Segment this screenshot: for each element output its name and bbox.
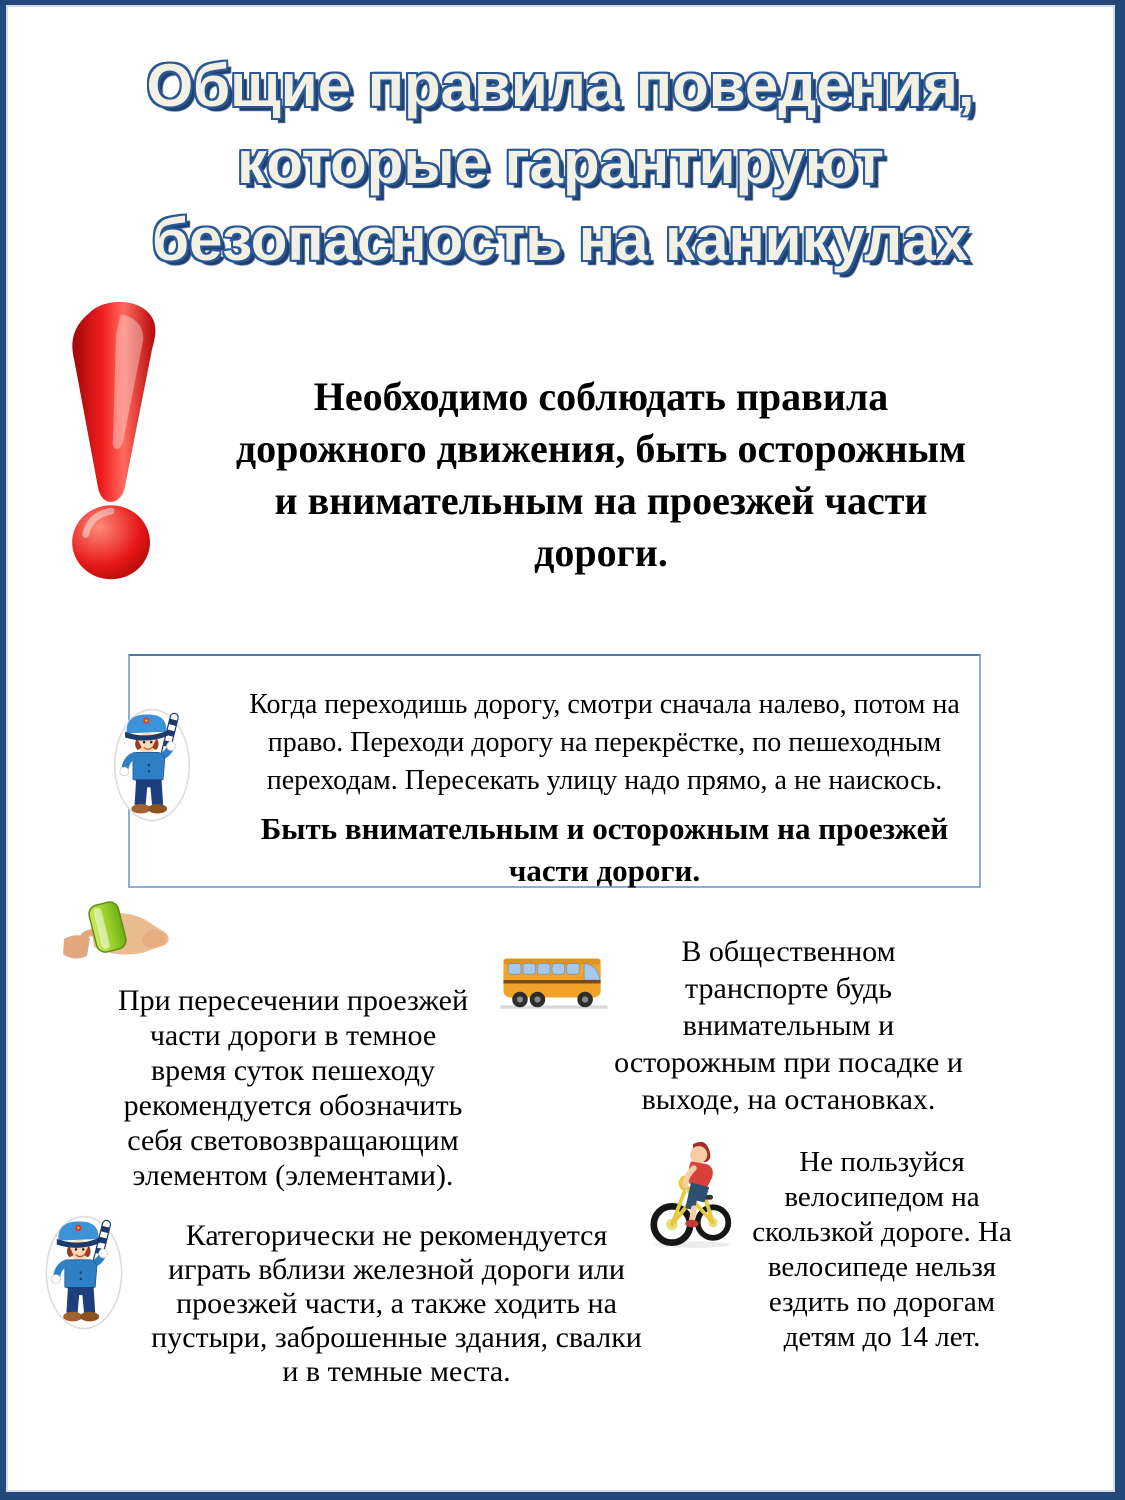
traffic-policeman-icon [112,708,192,823]
cyclist-icon [649,1133,735,1251]
bicycle-rules-text: Не пользуйся велосипедом на скользкой дороге. На велосипеде нельзя ездить по дорогам детям до 14 лет. [752,1146,1012,1353]
exclamation-icon [58,297,170,589]
crossing-rules-bold-text: Быть внимательным и осторожным на проезжей части дороги. [260,811,949,888]
restricted-places-text: Категорически не рекомендуется играть вблизи железной дороги или проезжей части, а также ходить на пустыри, заброшенные здания, свалки и в темные места. [151,1219,642,1388]
crossing-rules-text: Когда переходишь дорогу, смотри сначала налево, потом на право. Переходи дорогу на перекрёстке, по пешеходным переходам. Пересекать улицу надо прямо, а не наискось. [249,689,960,796]
alert-text: Необходимо соблюдать правила дорожного движения, быть осторожным и внимательным на проезжей части дороги. [235,374,967,575]
reflective-element-text: При пересечении проезжей части дороги в темное время суток пешеходу рекомендуется обозначить себя световозвращающим элементом (элементами). [117,984,469,1192]
traffic-policeman-icon [44,1213,124,1333]
crossing-rules-box [128,654,981,888]
reflective-band-photo [56,891,176,969]
public-transport-text: В общественном транспорте будь внимательным и осторожным при посадке и выходе, на остановках. [614,935,963,1116]
page-title: Общие правила поведения, которые гарантируют безопасность на каникулах [146,52,975,273]
bus-icon [500,947,608,1017]
